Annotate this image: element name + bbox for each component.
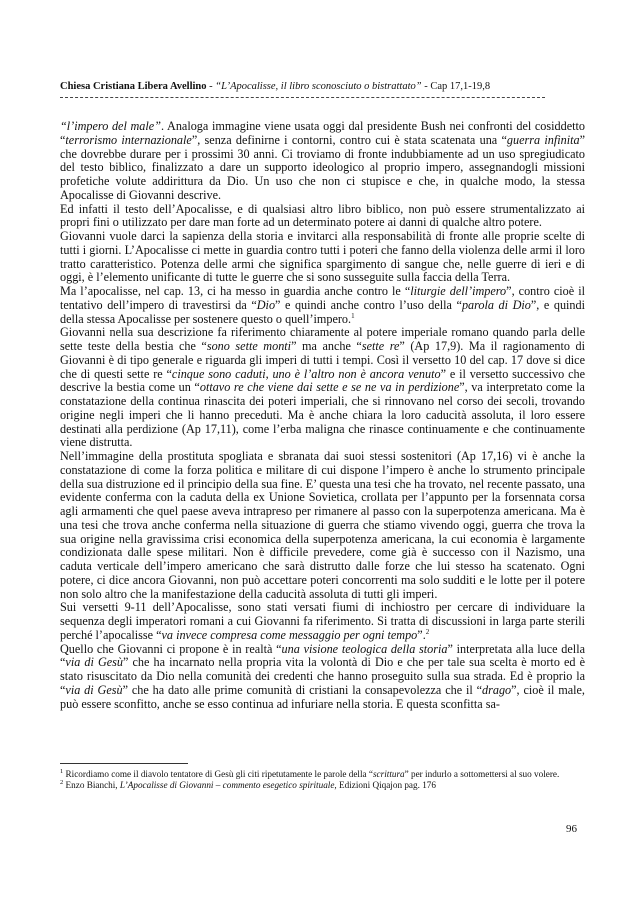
footnote-2: $^2$ Enzo Bianchi, L’Apocalisse di Giovanni – commento esegetico spirituale, Edizioni Qiqajon pag. 176 xyxy=(60,779,436,791)
paragraph: Ma l’apocalisse, nel cap. 13, ci ha messo in guardia anche contro le “liturgie dell’impero”, contro cioè il tentativo dell’impero di travestirsi da “Dio” e quindi anche contro l’uso della “parola di Dio”, e quindi della stessa Apocalisse per sostenere questo o quell’impero.$^1$ xyxy=(60,284,586,326)
paragraph: Ed infatti il testo dell’Apocalisse, e di qualsiasi altro libro biblico, non può essere strumentalizzato ai propri fini o utilizzato per dare man forte ad un determinato potere ai danni di qualche altro potere. xyxy=(60,201,585,230)
footnote-rule xyxy=(60,763,188,764)
page-number: 96 xyxy=(566,823,577,835)
paragraph: “l’impero del male”. Analoga immagine viene usata oggi dal presidente Bush nei confronti del cosiddetto “terrorismo internazionale”, senza definirne i contorni, contro cui è stata scatenata una “guerra infinita” che dovrebbe durare per i prossimi 30 anni. Ci troviamo di fronte indubbiamente ad un uso spregiudicato del testo biblico, finalizzato a dare un supporto ideologico al proprio impero, assegnandogli missioni profetiche volute addirittura da Dio. Un uso che non ci stupisce e che, in qualche modo, la stessa Apocalisse di Giovanni descrive. xyxy=(60,119,585,202)
paragraph: Quello che Giovanni ci propone è in realtà “una visione teologica della storia” interpretata alla luce della “via di Gesù” che ha incarnato nella propria vita la volontà di Dio e che per tale sua scelta è morto ed è stato risuscitato da Dio nella comunità dei credenti che hanno proseguito sulla sua strada. Ed è proprio la “via di Gesù” che ha dato alle prime comunità di cristiani la consapevolezza che il “drago”, cioè il male, può essere sconfitto, anche se esso continua ad infuriare nella storia. E questa sconfitta sa- xyxy=(60,641,585,711)
paragraph: Nell’immagine della prostituta spogliata e sbranata dai suoi stessi sostenitori (Ap 17,16) vi è anche la constatazione di come la forza politica e militare di cui dispone l’impero è anche lo strumento principale della sua distruzione ed il principio della sua fine. E’ questa una tesi che ha trovato, nel recente passato, una evidente conferma con la caduta della ex Unione Sovietica, crollata per l’appunto per la forsennata corsa agli armamenti che quel paese aveva intrapreso per rimanere al passo con la superpotenza americana. Ma è una tesi che trova anche conferma nella situazione di guerra che stiamo vivendo oggi, guerra che trova la sua origine nella gravissima crisi economica della superpotenza americana, la cui economia è largamente condizionata dalle spese militari. Non è difficile prevedere, come già è successo con il Nazismo, una caduta verticale dell’impero americano che sarà distrutto dalle forze che lui stesso ha scatenato. Ogni potere, ci dice ancora Giovanni, non può accettare poteri concorrenti ma solo sudditi e le lotte per il potere non solo altro che la manifestazione della caducità assoluta di tutti gli imperi. xyxy=(60,449,586,601)
paragraph: Sui versetti 9-11 dell’Apocalisse, sono stati versati fiumi di inchiostro per cercare di individuare la sequenza degli imperatori romani a cui Giovanni fa riferimento. Si tratta di discussioni in larga parte sterili perché l’apocalisse “va invece compresa come messaggio per ogni tempo”.$^2$ xyxy=(60,600,585,642)
footnote-marker: 2 xyxy=(425,627,430,636)
footnote-1: $^1$ Ricordiamo come il diavolo tentatore di Gesù gli citi ripetutamente le parole della “scrittura” per indurlo a sottomettersi al suo volere. xyxy=(60,767,560,779)
header-rule xyxy=(60,97,545,98)
footnote-marker: 1 xyxy=(351,311,355,320)
running-header: Chiesa Cristiana Libera Avellino - “L’Apocalisse, il libro sconosciuto o bistrattato” - Cap 17,1-19,8 xyxy=(60,81,491,92)
paragraph: Giovanni vuole darci la sapienza della storia e invitarci alla responsabilità di fronte alle proprie scelte di tutti i giorni. L’Apocalisse ci mette in guardia contro tutti i poteri che fanno della violenza delle armi il loro tratto caratteristico. Potenza delle armi che significa spargimento di sangue che, nelle guerre di ieri e di oggi, è l’elemento unificante di tutte le guerre che si sono susseguite sulla faccia della Terra. xyxy=(60,229,585,285)
paragraph: Giovanni nella sua descrizione fa riferimento chiaramente al potere imperiale romano quando parla delle sette teste della bestia che “sono sette monti” ma anche “sette re” (Ap 17,9). Ma il ragionamento di Giovanni è di tipo generale e riguarda gli imperi di tutti i tempi. Così il versetto 10 del cap. 17 dove si dice che di questi sette re “cinque sono caduti, uno è l’altro non è ancora venuto” e il versetto successivo che descrive la bestia come un “ottavo re che viene dai sette e se ne va in perdizione”, va interpretato come la constatazione della continua rinascita dei poteri imperiali, che si rinnovano nel corso dei secoli, trovando origine negli imperi che li hanno preceduti. Ma è anche chiara la loro caducità assoluta, il loro essere destinati alla perdizione (Ap 17,11), come l’erba maligna che rinasce continuamente e che continuamente viene distrutta. xyxy=(60,325,585,450)
header-book-title: “L’Apocalisse, il libro sconosciuto o bistrattato” xyxy=(215,81,422,92)
footnotes xyxy=(60,769,585,791)
header-chapter-ref: - Cap 17,1-19,8 xyxy=(421,81,491,92)
header-church-name: Chiesa Cristiana Libera Avellino xyxy=(60,81,207,92)
body-text xyxy=(60,120,585,711)
